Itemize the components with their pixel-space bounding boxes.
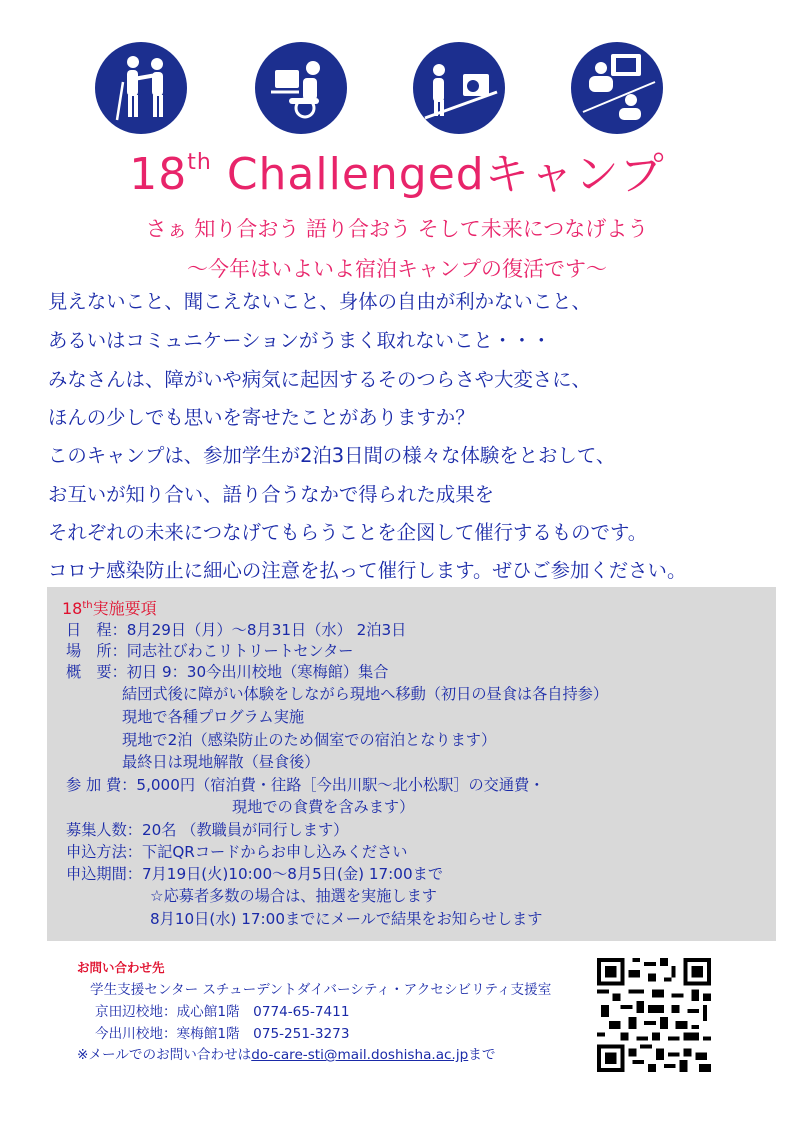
- page-title: 18th Challengedキャンプ: [129, 149, 665, 200]
- contact-email-line: ※メールでのお問い合わせはdo-care-sti@mail.doshisha.ac.jpまで: [77, 1047, 496, 1063]
- subtitle-tagline: さぁ 知り合おう 語り合おう そして未来につなげよう: [145, 217, 649, 241]
- detail-overview: 概 要：初日 9：30今出川校地（寒梅館）集合: [66, 663, 389, 681]
- body-line: みなさんは、障がいや病気に起因するそのつらさや大変さに、: [48, 368, 591, 391]
- detail-overview-line: 現地で2泊（感染防止のため個室での宿泊となります）: [122, 731, 497, 749]
- detail-lottery-note: ☆応募者多数の場合は、抽選を実施します: [150, 887, 437, 905]
- contact-kyotanabe: 京田辺校地：成心館1階 0774-65-7411: [95, 1004, 350, 1020]
- contact-heading: お問い合わせ先: [77, 960, 165, 975]
- detail-application-method: 申込方法：下記QRコードからお申し込みください: [66, 843, 408, 861]
- header-icons: [95, 42, 665, 134]
- body-line: あるいはコミュニケーションがうまく取れないこと・・・: [48, 329, 551, 352]
- detail-fee-line: 現地での食費を含みます）: [232, 798, 415, 816]
- blind-guide-icon: [95, 42, 187, 134]
- subtitle-revival: ～今年はいよいよ宿泊キャンプの復活です～: [187, 257, 607, 281]
- detail-result-note: 8月10日(水) 17:00までにメールで結果をお知らせします: [150, 910, 543, 928]
- contact-office: 学生支援センター スチューデントダイバーシティ・アクセシビリティ支援室: [90, 982, 552, 998]
- detail-application-period: 申込期間：7月19日(火)10:00～8月5日(金) 17:00まで: [66, 865, 444, 883]
- body-line: 見えないこと、聞こえないこと、身体の自由が利かないこと、: [48, 290, 591, 313]
- detail-overview-line: 現地で各種プログラム実施: [122, 708, 305, 726]
- wheelchair-ramp-icon: [413, 42, 505, 134]
- wheelchair-desk-icon: [255, 42, 347, 134]
- detail-location: 場 所：同志社びわこリトリートセンター: [66, 642, 354, 660]
- details-heading: 18th実施要項: [62, 599, 157, 618]
- qr-code-icon[interactable]: [597, 958, 711, 1072]
- body-line: コロナ感染防止に細心の注意を払って催行します。ぜひご参加ください。: [48, 559, 687, 582]
- body-line: それぞれの未来につなげてもらうことを企図して催行するものです。: [48, 521, 648, 544]
- body-line: お互いが知り合い、語り合うなかで得られた成果を: [48, 483, 494, 506]
- contact-email-link[interactable]: do-care-sti@mail.doshisha.ac.jp: [251, 1047, 469, 1063]
- body-line: このキャンプは、参加学生が2泊3日間の様々な体験をとおして、: [48, 444, 616, 467]
- detail-capacity: 募集人数：20名 （教職員が同行します）: [66, 821, 349, 839]
- detail-overview-line: 結団式後に障がい体験をしながら現地へ移動（初日の昼食は各自持参）: [122, 685, 608, 703]
- contact-imadegawa: 今出川校地：寒梅館1階 075-251-3273: [95, 1026, 350, 1042]
- detail-schedule: 日 程：8月29日（月）～8月31日（水） 2泊3日: [66, 621, 407, 639]
- body-line: ほんの少しでも思いを寄せたことがありますか？: [48, 406, 475, 429]
- online-meeting-icon: [571, 42, 663, 134]
- detail-fee: 参 加 費：5,000円（宿泊費・往路［今出川駅～北小松駅］の交通費・: [66, 776, 545, 794]
- detail-overview-line: 最終日は現地解散（昼食後）: [122, 753, 320, 771]
